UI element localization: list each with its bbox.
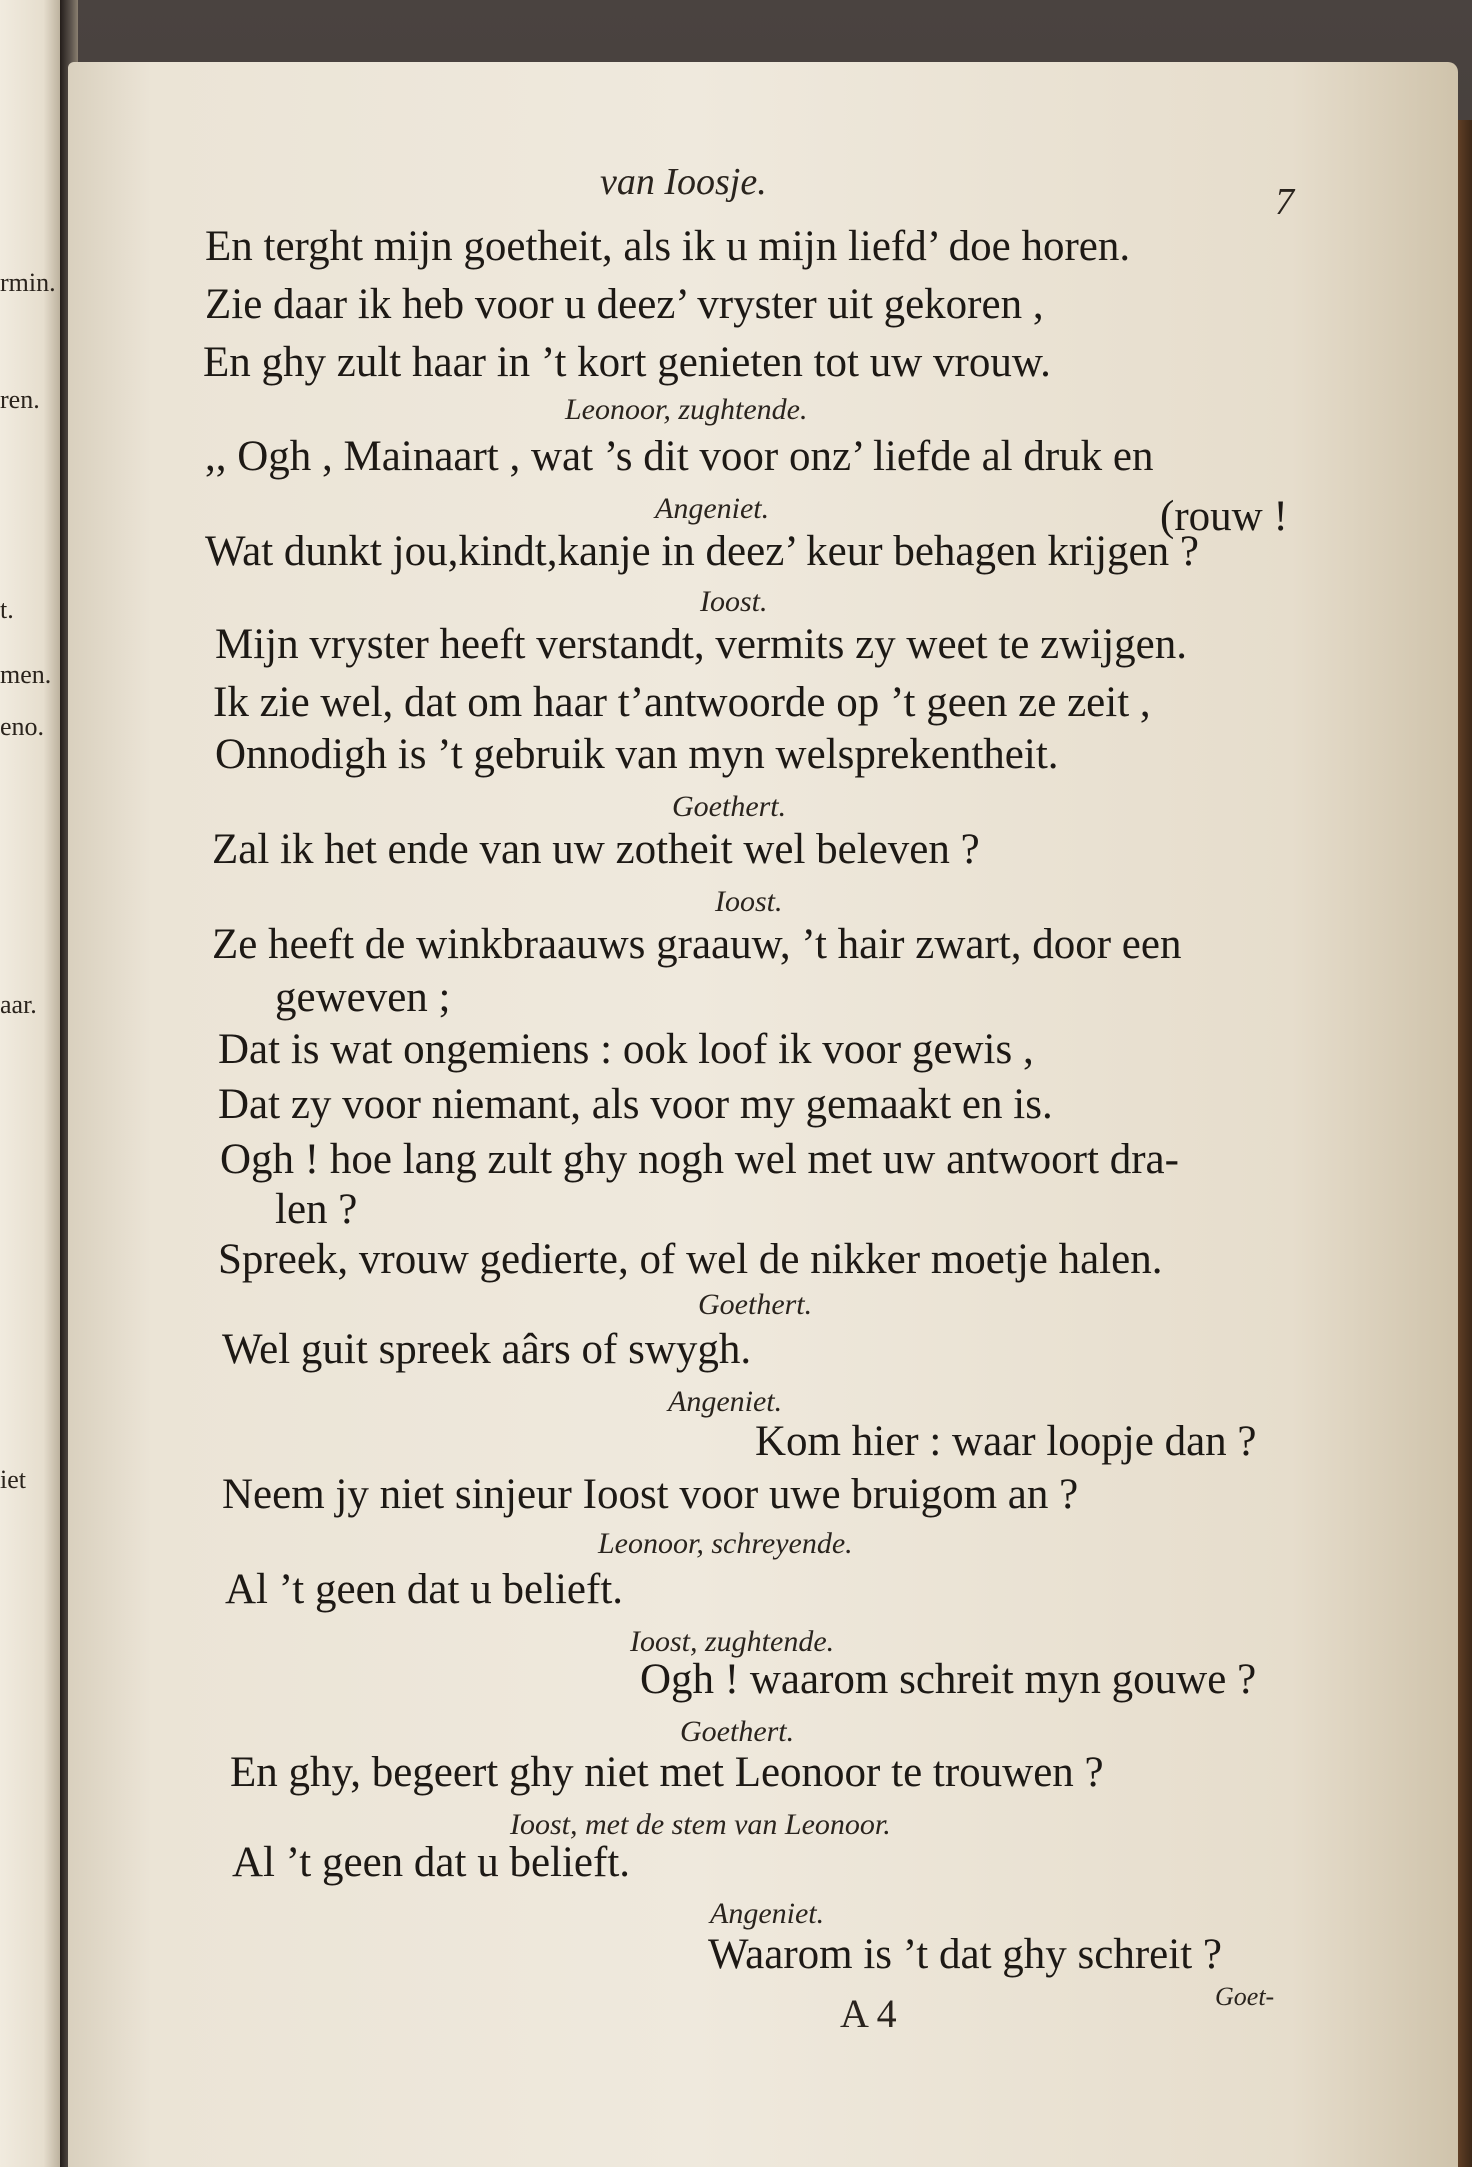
verse-line: En terght mijn goetheit, als ik u mijn liefd’ doe horen. (205, 223, 1131, 270)
verse-line: len ? (275, 1186, 358, 1233)
speaker-name: Goethert. (672, 790, 787, 823)
page-number: 7 (1275, 181, 1294, 223)
verse-line: Al ’t geen dat u belieft. (225, 1566, 624, 1613)
speaker-name: Leonoor, zughtende. (565, 393, 808, 426)
running-head: van Ioosje. (600, 161, 767, 203)
left-page-fragment: rmin. (0, 268, 56, 297)
speaker-name: Angeniet. (655, 492, 770, 525)
left-page-fragment: t. (0, 595, 14, 624)
speaker-name: Ioost. (700, 585, 768, 618)
left-page-fragment: men. (0, 660, 52, 689)
speaker-name: Ioost, met de stem van Leonoor. (510, 1808, 891, 1841)
verse-line: Zie daar ik heb voor u deez’ vryster uit gekoren , (205, 281, 1044, 328)
verse-line: Mijn vryster heeft verstandt, vermits zy weet te zwijgen. (215, 621, 1187, 668)
speaker-name: Ioost. (715, 885, 783, 918)
verse-line: Ogh ! waarom schreit myn gouwe ? (640, 1656, 1257, 1703)
verse-line: geweven ; (275, 974, 451, 1021)
speaker-name: Angeniet. (668, 1385, 783, 1418)
verse-line: Onnodigh is ’t gebruik van myn welsprekentheit. (215, 731, 1059, 778)
left-page-fragment: eno. (0, 712, 45, 741)
speaker-name: Ioost, zughtende. (630, 1625, 835, 1658)
left-page (0, 0, 62, 2167)
speaker-name: Angeniet. (710, 1897, 825, 1930)
speaker-name: Leonoor, schreyende. (598, 1527, 853, 1560)
verse-line: Ik zie wel, dat om haar t’antwoorde op ’t geen ze zeit , (213, 679, 1151, 726)
verse-line: Kom hier : waar loopje dan ? (755, 1418, 1257, 1465)
verse-line: Waarom is ’t dat ghy schreit ? (708, 1931, 1222, 1978)
verse-line: Neem jy niet sinjeur Ioost voor uwe bruigom an ? (222, 1471, 1079, 1518)
signature-mark: A 4 (840, 1991, 897, 2036)
verse-line: En ghy zult haar in ’t kort genieten tot uw vrouw. (203, 339, 1051, 386)
left-page-fragment: ren. (0, 385, 40, 414)
verse-line: Al ’t geen dat u belieft. (232, 1839, 631, 1886)
verse-line: Spreek, vrouw gedierte, of wel de nikker moetje halen. (218, 1236, 1163, 1283)
verse-line: Wat dunkt jou,kindt,kanje in deez’ keur behagen krijgen ? (205, 528, 1199, 575)
verse-line: Dat is wat ongemiens : ook loof ik voor gewis , (218, 1026, 1034, 1073)
verse-line: Zal ik het ende van uw zotheit wel beleven ? (212, 826, 980, 873)
speaker-name: Goethert. (698, 1288, 813, 1321)
verse-line: Dat zy voor niemant, als voor my gemaakt en is. (218, 1081, 1053, 1128)
verse-line: En ghy, begeert ghy niet met Leonoor te trouwen ? (230, 1749, 1104, 1796)
left-page-fragment: aar. (0, 990, 37, 1019)
left-page-fragment: iet (0, 1465, 26, 1494)
verse-line: Ze heeft de winkbraauws graauw, ’t hair zwart, door een (212, 921, 1182, 968)
verse-line: Ogh ! hoe lang zult ghy nogh wel met uw antwoort dra- (220, 1136, 1179, 1183)
verse-line: Wel guit spreek aârs of swygh. (222, 1326, 752, 1373)
catchword: Goet- (1215, 1982, 1275, 2011)
verse-line: (rouw ! (1160, 493, 1288, 540)
speaker-name: Goethert. (680, 1715, 795, 1748)
verse-line: ,, Ogh , Mainaart , wat ’s dit voor onz’ liefde al druk en (205, 433, 1154, 480)
